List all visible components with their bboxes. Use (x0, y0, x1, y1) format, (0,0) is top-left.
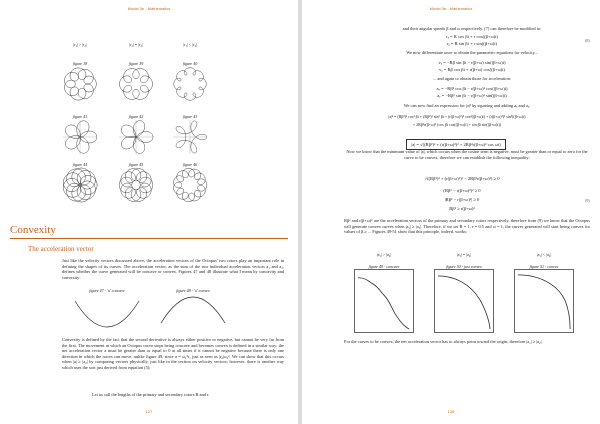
figure-38-flower-curve (62, 66, 98, 102)
conclusion-text: For the curves to be convex, the net acceleration vector has to always point toward the origin, therefore |a₁| ≥ |a₂|. (344, 339, 543, 344)
fig-43-caption: figure 43 (182, 114, 198, 119)
subsection-title: The acceleration vector (28, 245, 94, 253)
boxed-magnitude-equation: |a| = √((Rβ²)² + (r(β+ω)²)² + 2Rβ²r(β+ω)² cos ωt) (406, 139, 505, 150)
figure-42-star-curve (118, 119, 154, 155)
inequality-2: (Rβ² − r(β+ω)²)² ≥ 0 (443, 188, 481, 193)
conv-label-3: |a₁| < |a₂| (536, 252, 552, 257)
equation-velocity-x: vₓ = −Rβ sin βt − r(β+ω) sin((β+ω)t) (438, 60, 506, 65)
figure-40-scalloped-curve (172, 66, 208, 102)
fig-42-caption: figure 42 (128, 114, 144, 119)
fig-44-caption: figure 44 (72, 162, 88, 167)
minimum-text: Now we know that the minimum value of |a|, which occurs when the cosine term is negative, must be greater than or equal to zero for the curve to be convex, therefore we can establish the following inequality: (346, 149, 588, 160)
fig-46-caption: figure 46 (182, 162, 198, 167)
conv-label-2: |a₁| = |a₂| (456, 252, 472, 257)
section-rule (10, 238, 288, 239)
conv-label-1: |a₁| > |a₂| (376, 252, 392, 257)
fig-51-caption: figure 51 - convex (529, 264, 559, 269)
fig-50-caption: figure 50 - just convex (446, 264, 482, 269)
fig-41-caption: figure 41 (72, 114, 88, 119)
fig-39-caption: figure 39 (128, 61, 144, 66)
equation-magnitude-squared: |a|² = (Rβ²)² cos² βt + (Rβ²)² sin² βt + (r(β+ω)²)² cos²((β+ω)t) + (r(β+ω)²)² sin²((β+ω)t) (388, 114, 526, 119)
acceleration-intro: ... and again to obtain those for acceleration: (432, 76, 512, 81)
equation-acceleration-x: aₓ = −Rβ² cos βt − r(β+ω)² cos((β+ω)t) (436, 86, 508, 91)
right-page-number: 128 (447, 409, 455, 414)
left-page-number: 127 (145, 409, 153, 414)
inequality-3: |Rβ² − r(β+ω)²| ≥ 0 (444, 197, 480, 202)
magnitude-intro: We can now find an expression for |a|² by squaring and adding aₓ and aᵧ: (403, 103, 531, 108)
left-page (0, 0, 298, 424)
fig-40-caption: figure 40 (182, 61, 198, 66)
equation-magnitude-cross-term: + 2Rβ²r(β+ω)² (cos βt cos((β+ω)t) + sin βt sin((β+ω)t)) (412, 122, 502, 127)
velocity-intro: We now differentiate once to obtain the parametric equations for velocity... (406, 50, 538, 55)
inequality-4: Rβ² ≥ r(β+ω)² (449, 206, 475, 211)
figure-50-just-convex-plot (434, 269, 494, 333)
fig-49-caption: figure 49 - concave (368, 264, 400, 269)
equation-number-9: (9) (585, 198, 590, 203)
figure-45-loop-curve (118, 167, 154, 203)
ratio-label-1: |r₁| > |r₂| (73, 42, 87, 47)
fig-45-caption: figure 45 (128, 162, 144, 167)
equation-position-x: rₓ = R cos βt + r cos((β+ω)t) (446, 34, 498, 39)
left-header: Model 3e - Mathematics (127, 6, 171, 11)
paragraph-1: Just like the velocity vectors discussed above, the acceleration vectors of the Octopus' two rotors play an important role in defining the shapes of its curves. The acceleration vector, as the sum of the two individual acceleration vectors a₁ and a₂, defines whether the curve generated will be concave or convex. Figures 47 and 48 illustrate what I mean by concavity and convexity: (62, 258, 284, 280)
intro-text: and their angular speeds β and ω respectively. (7) can therefore be modified to: (402, 26, 542, 31)
ratio-label-3: |r₁| < |r₂| (183, 42, 197, 47)
right-page (302, 0, 600, 424)
paragraph-2: Convexity is defined by the fact that the second derivative is always either positive or negative, but cannot be very far from the first. The movement at which an Octopus curve stops being concave and becomes convex is defined in a similar way: the net acceleration vector a must be greater than or equal to 0 at all times if it cannot be negative because there is only one direction in which the rotors can move, unlike figure 49, since a = ω₁²r₁ just as seen as |r₂|ω₂². We can show that this occurs when |a| ≥ |a₂| by comparing vectors physically, just like in the section on velocity vectors; however, there is another way which uses the sort just derived from equation (5): (62, 337, 284, 370)
figure-44-loop-curve (62, 167, 98, 203)
fig-38-caption: figure 38 (72, 61, 88, 66)
equation-velocity-y: vᵧ = Rβ cos βt + r(β+ω) cos((β+ω)t) (439, 67, 505, 72)
fig-48-caption: figure 48 - 'u' convex (176, 288, 210, 293)
figure-48-convex-curve (158, 293, 228, 329)
fig-47-caption: figure 47 - 'u' concave (89, 288, 125, 293)
equation-number-8: (8) (585, 38, 590, 43)
figure-43-star-curve (172, 119, 208, 155)
convexity-result-text: Rβ² and r(β+ω)² are the acceleration vectors of the primary and secondary rotors respectively, therefore from (9) we know that the Octopus will generate convex curves when |a₁| ≥ |a₂|. Therefore, if we set R = 1, r = 0.5 and ω = 1, the curves generated will start being convex for values of β ≥ ... Figures 49-51 show that this principle, indeed, works: (344, 218, 590, 235)
equation-acceleration-y: aᵧ = −Rβ² sin βt − r(β+ω)² sin((β+ω)t) (437, 93, 507, 98)
figure-49-concave-plot (354, 269, 414, 333)
right-header: Model 3e - Mathematics (429, 6, 473, 11)
figure-41-star-curve (62, 119, 98, 155)
paragraph-3: Let us call the lengths of the primary and secondary rotors R and r. (92, 392, 210, 397)
figure-51-convex-plot (514, 269, 574, 333)
figure-47-concave-curve (72, 293, 142, 329)
figure-46-loop-curve (172, 167, 208, 203)
inequality-1: √((Rβ²)² + (r(β+ω)²)² − 2Rβ²r(β+ω)²) ≥ 0 (424, 176, 500, 181)
section-title: Convexity (10, 224, 56, 236)
ratio-label-2: |r₁| = |r₂| (129, 42, 143, 47)
equation-position-y: rᵧ = R sin βt + r sin((β+ω)t) (446, 41, 498, 46)
figure-39-petal-curve (118, 66, 154, 102)
